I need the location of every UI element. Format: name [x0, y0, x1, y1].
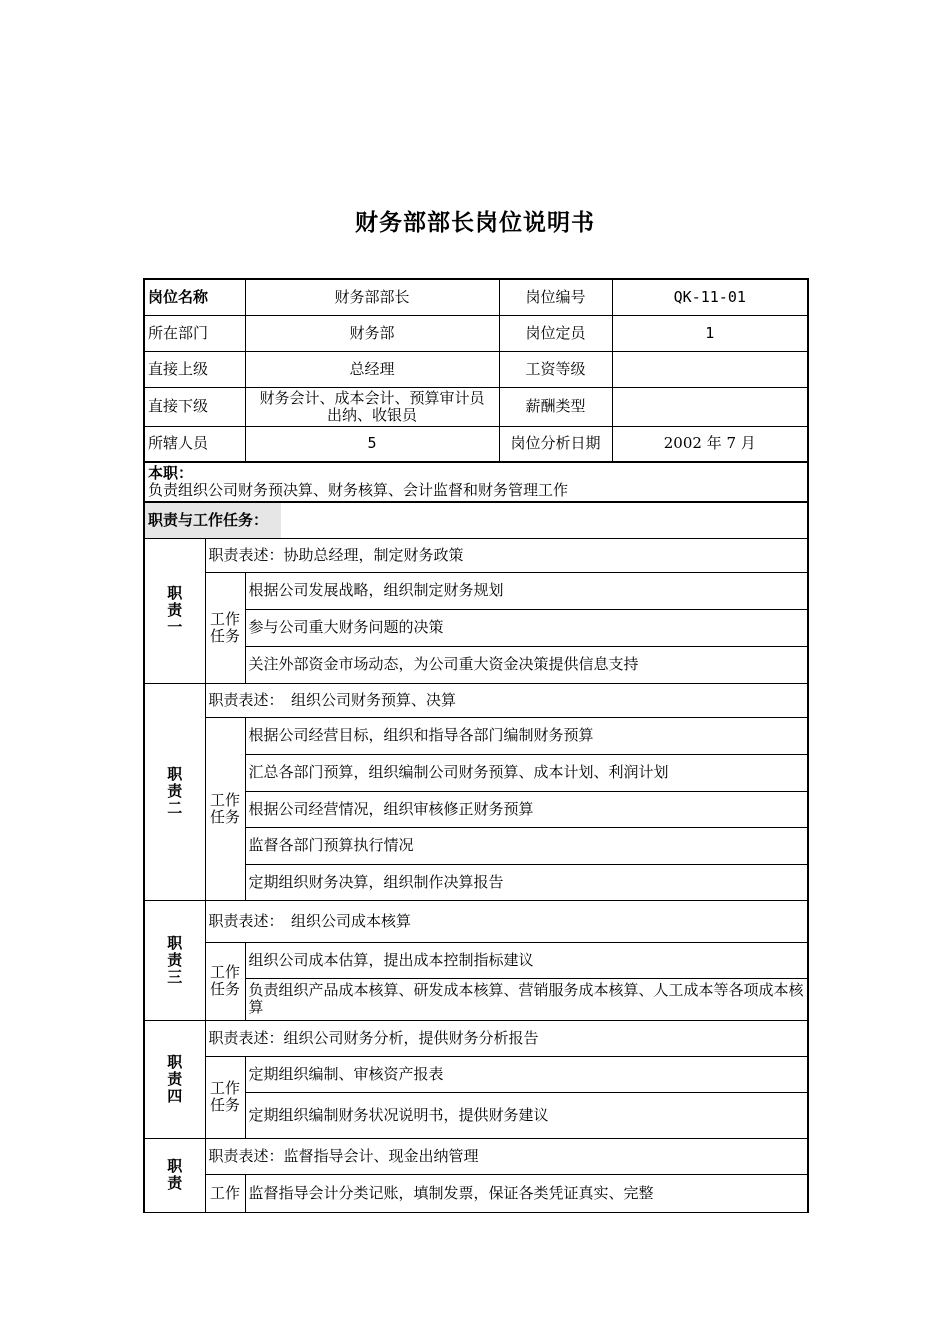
- duty-4-task-1: 定期组织编制、审核资产报表: [245, 1056, 808, 1092]
- duty-5-task-label: 工作: [205, 1174, 245, 1212]
- department-label: 所在部门: [144, 315, 245, 351]
- subordinates-line-1: 财务会计、成本会计、预算审计员: [259, 388, 485, 407]
- duty-1-task-3: 关注外部资金市场动态，为公司重大资金决策提供信息支持: [245, 646, 808, 683]
- duty-2-name: 职 责 二: [144, 683, 205, 900]
- duty-1-statement: 职责表述：协助总经理，制定财务政策: [205, 538, 808, 572]
- duty-2-task-4: 监督各部门预算执行情况: [245, 827, 808, 864]
- duty-5-statement: 职责表述：监督指导会计、现金出纳管理: [205, 1138, 808, 1174]
- superior-value: 总经理: [245, 351, 499, 387]
- headcount-value: 1: [612, 315, 808, 351]
- duty-4-name: 职 责 四: [144, 1020, 205, 1138]
- subordinates-value: [245, 387, 499, 426]
- page-title: 财务部部长岗位说明书: [355, 210, 595, 236]
- duty-3-statement: 职责表述： 组织公司成本核算: [205, 900, 808, 942]
- role-cell: [144, 462, 808, 502]
- analysis-date-value: 2002 年 7 月: [612, 426, 808, 462]
- managed-staff-label: 所辖人员: [144, 426, 245, 462]
- duty-1-task-1: 根据公司发展战略，组织制定财务规划: [245, 572, 808, 609]
- duty-2-task-3: 根据公司经营情况，组织审核修正财务预算: [245, 791, 808, 827]
- position-name-value: 财务部部长: [245, 279, 499, 315]
- duty-1-task-2: 参与公司重大财务问题的决策: [245, 609, 808, 646]
- salary-grade-label: 工资等级: [499, 351, 612, 387]
- duty-2-task-1: 根据公司经营目标，组织和指导各部门编制财务预算: [245, 717, 808, 754]
- analysis-date-label: 岗位分析日期: [499, 426, 612, 462]
- superior-label: 直接上级: [144, 351, 245, 387]
- subordinates-label: 直接下级: [144, 387, 245, 426]
- job-description-table: [143, 278, 809, 1213]
- position-code-label: 岗位编号: [499, 279, 612, 315]
- duty-3-name: 职 责 三: [144, 900, 205, 1020]
- duty-5-name: 职 责: [144, 1138, 205, 1212]
- position-code-value: QK-11-01: [612, 279, 808, 315]
- duties-header: 职责与工作任务：: [144, 502, 808, 538]
- subordinates-line-2: 出纳、收银员: [327, 405, 418, 424]
- duty-2-task-label: 工作 任务: [205, 717, 245, 900]
- salary-type-label: 薪酬类型: [499, 387, 612, 426]
- role-text: 负责组织公司财务预决算、财务核算、会计监督和财务管理工作: [148, 481, 569, 499]
- duty-1-name: 职 责 一: [144, 538, 205, 683]
- duty-2-statement: 职责表述： 组织公司财务预算、决算: [205, 683, 808, 717]
- duty-3-task-1: 组织公司成本估算，提出成本控制指标建议: [245, 942, 808, 978]
- duty-3-task-2: 负责组织产品成本核算、研发成本核算、营销服务成本核算、人工成本等各项成本核算: [245, 978, 808, 1020]
- duty-3-task-label: 工作 任务: [205, 942, 245, 1020]
- duty-2-task-5: 定期组织财务决算，组织制作决算报告: [245, 864, 808, 900]
- managed-staff-value: 5: [245, 426, 499, 462]
- duty-4-task-2: 定期组织编制财务状况说明书，提供财务建议: [245, 1092, 808, 1138]
- salary-grade-value: [612, 351, 808, 387]
- headcount-label: 岗位定员: [499, 315, 612, 351]
- duty-4-task-label: 工作 任务: [205, 1056, 245, 1138]
- duty-4-statement: 职责表述：组织公司财务分析，提供财务分析报告: [205, 1020, 808, 1056]
- department-value: 财务部: [245, 315, 499, 351]
- position-name-label: 岗位名称: [144, 279, 245, 315]
- duty-2-task-2: 汇总各部门预算，组织编制公司财务预算、成本计划、利润计划: [245, 754, 808, 791]
- duty-5-task-1: 监督指导会计分类记账，填制发票，保证各类凭证真实、完整: [245, 1174, 808, 1212]
- salary-type-value: [612, 387, 808, 426]
- role-label: 本职：: [148, 464, 194, 482]
- duty-1-task-label: 工作 任务: [205, 572, 245, 683]
